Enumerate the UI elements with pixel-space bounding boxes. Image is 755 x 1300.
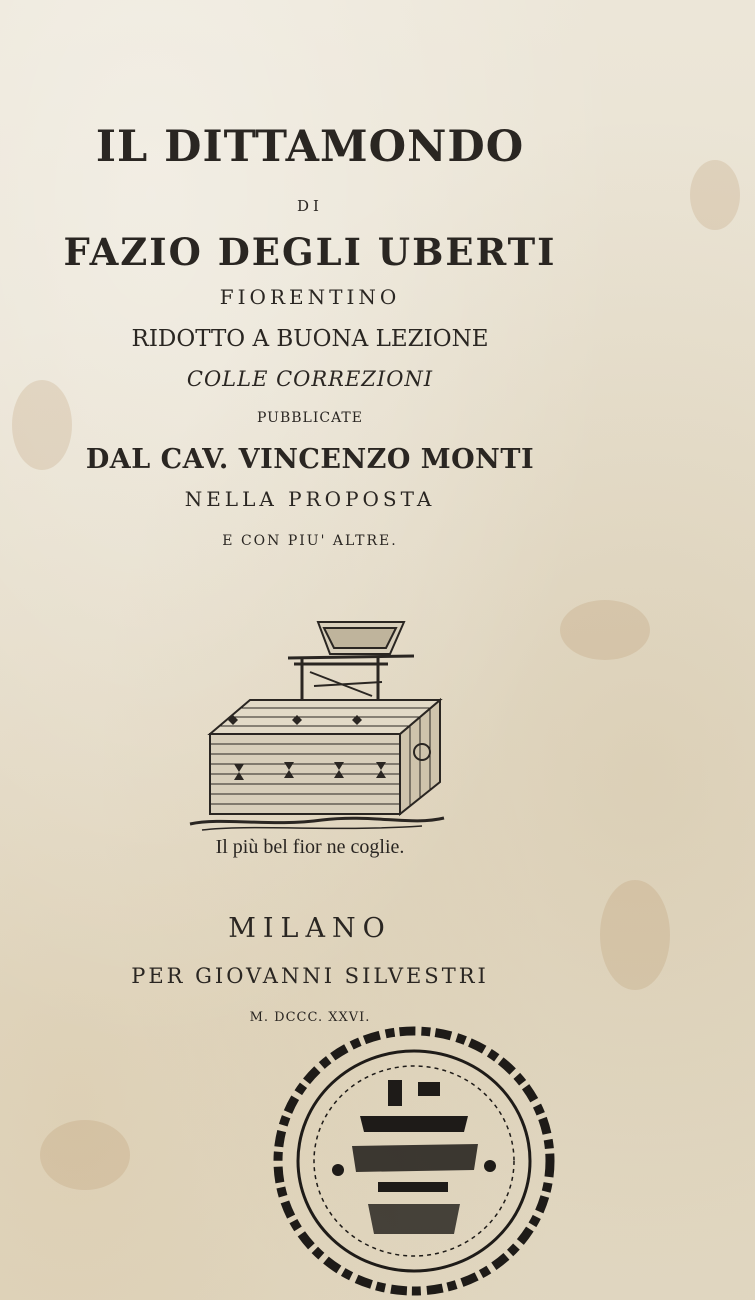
editor-name: DAL CAV. VINCENZO MONTI	[85, 444, 535, 475]
title-connector: DI	[297, 197, 323, 215]
edition-line-1: RIDOTTO A BUONA LEZIONE	[131, 326, 489, 352]
imprint-date: M. DCCC. XXVI.	[249, 1010, 371, 1025]
edition-line-5: E CON PIU' ALTRE.	[222, 533, 398, 549]
library-ownership-stamp	[268, 1020, 560, 1300]
vignette-motto: Il più bel fior ne coglie.	[215, 836, 405, 858]
book-title: IL DITTAMONDO	[95, 122, 525, 172]
author-name: FAZIO DEGLI UBERTI	[63, 230, 557, 274]
author-origin: FIORENTINO	[219, 285, 401, 309]
edition-line-4: NELLA PROPOSTA	[184, 487, 436, 511]
imprint-place: MILANO	[228, 913, 392, 944]
edition-line-3: PUBBLICATE	[257, 410, 363, 426]
sieve-box-woodcut	[182, 612, 452, 834]
imprint-publisher: PER GIOVANNI SILVESTRI	[131, 964, 489, 988]
edition-line-2: COLLE CORREZIONI	[186, 367, 434, 391]
